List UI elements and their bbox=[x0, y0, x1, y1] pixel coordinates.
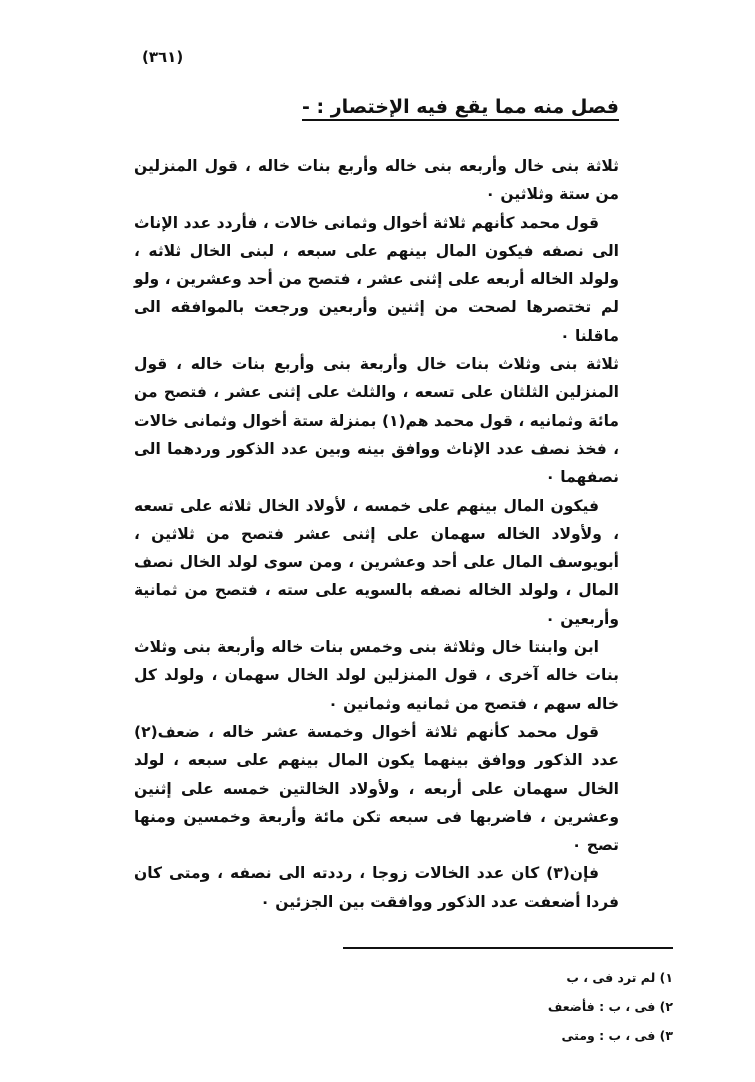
paragraph-5: ابن وابنتا خال وثلاثة بنى وخمس بنات خاله وأربعة بنى وثلاث بنات خاله آخرى ، قول المنزلين لولد الخال سهمان ، ولولد كل خاله سهم ، فتصح من ثمانيه وثمانين ٠ bbox=[134, 638, 619, 713]
body-text bbox=[134, 152, 619, 916]
section-heading: فصل منه مما يقع فيه الإختصار : - bbox=[302, 96, 619, 118]
footnote-3: ٣) فى ، ب : ومتى bbox=[561, 1028, 673, 1043]
paragraph-1: ثلاثة بنى خال وأربعه بنى خاله وأربع بنات خاله ، قول المنزلين من ستة وثلاثين ٠ bbox=[134, 157, 619, 204]
paragraph-3: ثلاثة بنى وثلاث بنات خال وأربعة بنى وأربع بنات خاله ، قول المنزلين الثلثان على تسعه ، والثلث على إثنى عشر ، فتصح من مائة وثمانيه ، قول محمد هم(١) بمنزلة ستة أخوال وثمانى خالات ، فخذ نصف عدد الإناث ووافق بينه وبين عدد الذكور وردهما الى نصفهما ٠ bbox=[134, 355, 619, 487]
paragraph-6: قول محمد كأنهم ثلاثة أخوال وخمسة عشر خاله ، ضعف(٢) عدد الذكور ووافق بينهما يكون المال بينهم على سبعه ، لولد الخال سهمان على أربعه ، ولأولاد الخالتين خمسه على إثنين وعشرين ، فاضربها فى سبعه تكن مائة وأربعة وخمسين ومنها تصح ٠ bbox=[134, 722, 619, 855]
footnotes bbox=[548, 963, 673, 1050]
paragraph-7: فإن(٣) كان عدد الخالات زوجا ، رددته الى نصفه ، ومتى كان فردا أضعفت عدد الذكور ووافقت بين الجزئين ٠ bbox=[134, 864, 619, 911]
footnote-divider bbox=[343, 947, 673, 949]
paragraph-4: فيكون المال بينهم على خمسه ، لأولاد الخال ثلاثه على تسعه ، ولأولاد الخاله سهمان على إثنى عشر فتصح من ثلاثين ، أبويوسف المال على أحد وعشرين ، ومن سوى لولد الخال نصف المال ، ولولد الخاله نصفه بالسويه على سته ، فتصح من ثمانية وأربعين ٠ bbox=[134, 496, 619, 628]
page-number: (٣٦١) bbox=[142, 48, 184, 66]
footnote-1: ١) لم ترد فى ، ب bbox=[566, 970, 673, 985]
footnote-2: ٢) فى ، ب : فأضعف bbox=[547, 999, 673, 1014]
paragraph-2: قول محمد كأنهم ثلاثة أخوال وثمانى خالات ، فأردد عدد الإناث الى نصفه فيكون المال بينهم على سبعه ، لبنى الخال ثلاثه ، ولولد الخاله أربعه على إثنى عشر ، فتصح من أحد وعشرين ، ولو لم تختصرها لصحت من إثنين وأربعين ورجعت بالموافقه الى ماقلنا ٠ bbox=[134, 213, 619, 345]
